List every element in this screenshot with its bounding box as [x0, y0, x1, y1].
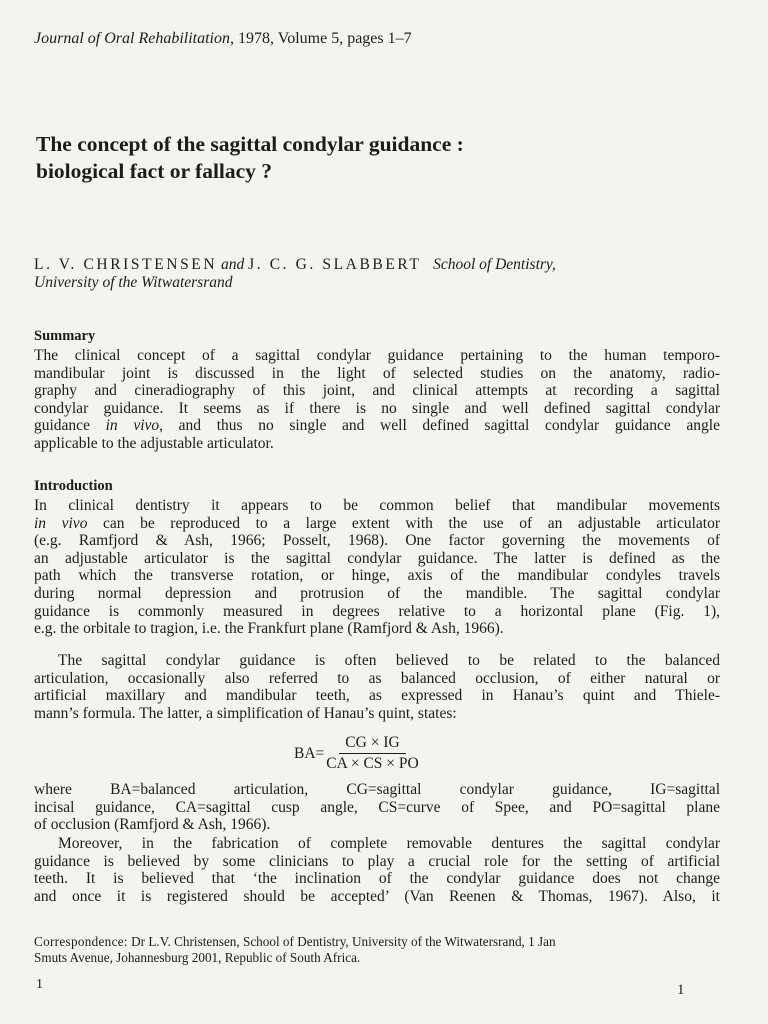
summary-line: condylar guidance. It seems as if there is no single and well defined sagittal condylar — [34, 399, 720, 417]
correspondence-footnote — [34, 934, 724, 966]
summary-line: applicable to the adjustable articulator. — [34, 434, 274, 452]
page-number-left: 1 — [36, 977, 43, 992]
summary-line: The clinical concept of a sagittal condylar guidance pertaining to the human temporo- — [34, 347, 720, 364]
body-line: of occlusion (Ramfjord & Ash, 1966). — [34, 816, 271, 834]
summary-line: graphy and cineradiography of this joint, and clinical attempts at recording a sagittal — [34, 382, 720, 400]
body-line: artificial maxillary and mandibular teeth, as expressed in Hanau’s quint and Thiele- — [34, 687, 720, 705]
summary-heading: Summary — [34, 328, 96, 344]
affiliation-school: School of Dentistry, — [433, 256, 556, 273]
thielemann-formula — [294, 734, 419, 773]
body-line: e.g. the orbitale to tragion, i.e. the Frankfurt plane (Ramfjord & Ash, 1966). — [34, 620, 504, 638]
article-title — [36, 131, 736, 185]
body-line: mann’s formula. The latter, a simplification of Hanau’s quint, states: — [34, 704, 457, 722]
journal-volume-pages: , 1978, Volume 5, pages 1–7 — [230, 30, 412, 47]
summary-paragraph — [34, 347, 720, 453]
body-line: In clinical dentistry it appears to be common belief that mandibular movements — [34, 497, 720, 514]
body-line: teeth. It is believed that ‘the inclination of the condylar guidance does not change — [34, 870, 720, 888]
journal-name: Journal of Oral Rehabilitation — [34, 30, 230, 47]
introduction-heading: Introduction — [34, 478, 113, 494]
formula-denominator: CA × CS × PO — [326, 755, 419, 772]
body-line: Moreover, in the fabrication of complete removable dentures the sagittal condylar — [58, 835, 720, 852]
introduction-paragraph-2 — [34, 652, 720, 722]
body-line: an adjustable articulator is the sagittal condylar guidance. The latter is defined as the — [34, 549, 720, 567]
affiliation-university: University of the Witwatersrand — [34, 274, 233, 291]
formula-fraction — [326, 734, 418, 773]
author-2: J. C. G. SLABBERT — [248, 256, 422, 273]
footnote-line-2: Smuts Avenue, Johannesburg 2001, Republic of South Africa. — [34, 950, 361, 965]
author-conjunction: and — [221, 256, 245, 273]
summary-line: guidance in vivo, and thus no single and well defined sagittal condylar guidance angle — [34, 417, 720, 435]
title-line-1: The concept of the sagittal condylar guidance : — [36, 132, 464, 156]
summary-line: mandibular joint is discussed in the light of selected studies on the anatomy, radio- — [34, 364, 720, 382]
author-1: L. V. CHRISTENSEN — [34, 256, 218, 273]
body-line: articulation, occasionally also referred to as balanced occlusion, of either natural or — [34, 669, 720, 687]
introduction-paragraph-1 — [34, 497, 720, 638]
body-line: guidance is believed by some clinicians to play a crucial role for the setting of artificial — [34, 852, 720, 870]
body-line: and once it is registered should be accepted’ (Van Reenen & Thomas, 1967). Also, it — [34, 887, 720, 905]
title-line-2: biological fact or fallacy ? — [36, 159, 273, 183]
latin-term: in vivo — [34, 514, 88, 532]
body-line: (e.g. Ramfjord & Ash, 1966; Posselt, 1968). One factor governing the movements of — [34, 532, 720, 550]
footnote-label: Correspondence: — [34, 934, 128, 949]
body-line: during normal depression and protrusion of the mandible. The sagittal condylar — [34, 584, 720, 602]
introduction-paragraph-3 — [34, 781, 720, 834]
footnote-line-1: Dr L.V. Christensen, School of Dentistry, University of the Witwatersrand, 1 Jan — [127, 934, 556, 949]
body-line: in vivo can be reproduced to a large extent with the use of an adjustable articulator — [34, 514, 720, 532]
body-line: incisal guidance, CA=sagittal cusp angle, CS=curve of Spee, and PO=sagittal plane — [34, 798, 720, 816]
formula-numerator: CG × IG — [339, 734, 405, 754]
formula-lhs: BA= — [294, 744, 325, 762]
journal-citation — [34, 30, 412, 48]
body-line: guidance is commonly measured in degrees relative to a horizontal plane (Fig. 1), — [34, 602, 720, 620]
introduction-paragraph-4 — [34, 835, 720, 905]
page-number-right: 1 — [677, 982, 685, 998]
body-line: The sagittal condylar guidance is often believed to be related to the balanced — [58, 652, 720, 669]
body-line: where BA=balanced articulation, CG=sagittal condylar guidance, IG=sagittal — [34, 781, 720, 798]
latin-term: in vivo — [105, 417, 160, 435]
body-line: path which the transverse rotation, or hinge, axis of the mandibular condyles travels — [34, 567, 720, 585]
author-block — [34, 256, 734, 292]
